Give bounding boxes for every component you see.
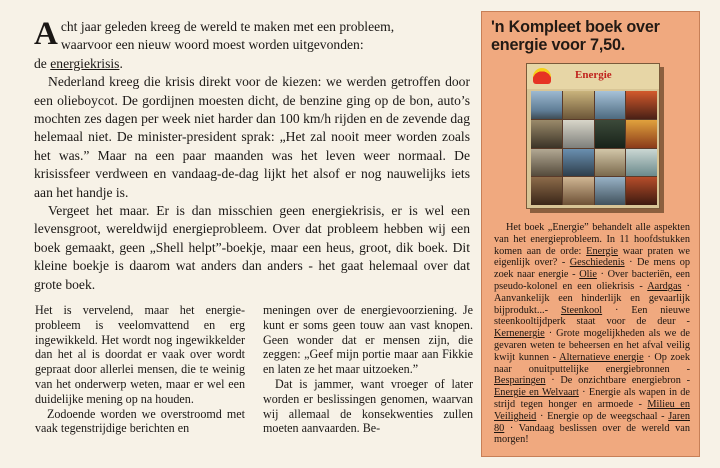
photo-windmill-icon <box>563 91 594 119</box>
chapter-desc: · De onzichtbare energiebron - <box>545 375 690 387</box>
lead-paragraph-1 <box>34 18 470 73</box>
photo-city-icon <box>595 177 626 205</box>
chapter-desc: · Op zoek naar onuitputtelijke energiebronnen - <box>494 351 690 375</box>
lead-line-1: cht jaar geleden kreeg de wereld te maken met een probleem, <box>60 19 395 34</box>
book-photo-collage <box>531 91 657 205</box>
photo-rig-icon <box>595 91 626 119</box>
chapter-desc: · Een nieuwe steenkooltijdperk staat voor de deur - <box>494 304 690 328</box>
chapter-desc: · Energie als wapen in de strijd tegen honger en armoede - <box>494 387 690 410</box>
chapter-title: Kernenergie <box>494 328 545 340</box>
energiekrisis-term: energiekrisis <box>50 55 120 71</box>
photo-tower-icon <box>626 149 657 177</box>
photo-forest-icon <box>595 120 626 148</box>
right-column <box>263 303 473 436</box>
lead-line-3-suffix: . <box>119 55 123 71</box>
photo-mine-icon <box>531 120 562 148</box>
chapter-title: Geschiedenis <box>569 257 625 269</box>
chapter-desc: · De mens op zoek naar energie - <box>494 257 690 281</box>
book-cover-header <box>527 64 659 89</box>
photo-fire-icon <box>626 120 657 148</box>
chapter-desc: · Energie op de weegschaal - <box>536 410 669 422</box>
photo-lab-icon <box>595 149 626 177</box>
drop-cap: A <box>34 16 58 52</box>
left-column-paragraph-1: Het is vervelend, maar het energie-probleem is veelomvattend en erg ingewikkeld. Het wordt nog ingewikkelder dan het al is doordat er vaak over wordt gepraat door allerlei mensen, die te weinig van het onderwerp weten, maar er wel een duidelijke mening op na houden. <box>35 303 245 406</box>
photo-people-icon <box>531 149 562 177</box>
chapter-title: Milieu en Veiligheid <box>494 398 691 422</box>
lead-article <box>34 18 470 294</box>
photo-workers-icon <box>563 177 594 205</box>
chapter-title: Aardgas <box>647 280 682 292</box>
right-column-paragraph-2: Dat is jammer, want vroeger of later worden er beslissingen genomen, waarvan wij allemaal de konsekwenties zullen moeten aanvaarden. Be- <box>263 376 473 436</box>
photo-plant-icon <box>563 120 594 148</box>
chapter-desc: waar praten we eigenlijk over? - <box>494 245 690 269</box>
lead-paragraph-3: Vergeet het maar. Er is dan misschien geen energiekrisis, er is wel een levensgroot, wereldwijd energieprobleem. Over dat probleem hebben wij een boek gemaakt, geen „Shell helpt”-boekje, maar een heus, groot, dik boek. Dit kleine boekje is daarom wat anders dan anders - het gaat helemaal over dat grote boek. <box>34 203 470 292</box>
sidebar-chapter-list <box>494 222 690 446</box>
chapter-desc: · Over bacteriën, een pseudo-kolonel en een oliekrisis - <box>494 269 691 292</box>
photo-refinery-icon <box>626 91 657 119</box>
left-column-paragraph-2: Zodoende worden we overstroomd met vaak tegenstrijdige berichten en <box>35 406 245 436</box>
sidebar-intro: Het boek „Energie” behandelt alle aspekten van het energieprobleem. In 11 hoofdstukken komen aan de orde: <box>494 222 690 257</box>
sidebar-title: 'n Kompleet boek over energie voor 7,50. <box>491 18 660 54</box>
chapter-title: Besparingen <box>494 375 546 387</box>
sidebar-body <box>494 222 690 446</box>
chapter-title: Energie <box>586 245 619 257</box>
lead-line-2: waarvoor een nieuw woord moest worden uitgevonden: <box>60 37 364 53</box>
photo-flame-icon <box>626 177 657 205</box>
chapter-title: Energie en Welvaart <box>494 387 579 399</box>
chapter-title: Alternatieve energie <box>559 351 644 363</box>
chapter-title: Olie <box>579 269 597 281</box>
lead-line-3-prefix: de <box>34 55 51 71</box>
left-column <box>35 303 245 436</box>
lead-paragraph-2: Nederland kreeg die krisis direkt voor de kiezen: we werden getroffen door een olieboycot. De gordijnen moesten dicht, de benzine ging op de bon, auto’s mochten zes dagen per week niet harder dan 100 km/h rijden en de zevende dag helemaal niet. De minister-president sprak: „Het zal nooit meer worden zoals het was.” Maar na een paar maanden was het leven weer normaal. De krisissfeer verdween en vandaag-de-dag lijkt het alsof er nog nauwelijks iets aan het handje is. <box>34 74 470 200</box>
chapter-title: Steenkool <box>560 304 603 316</box>
chapter-desc: · Grote mogelijkheden als we de gevaren weten te beheersen en het afval veilig kwijt kunnen - <box>494 328 690 363</box>
chapter-desc: · Vandaag beslissen over de wereld van morgen! <box>494 422 690 446</box>
book-offer-sidebar <box>481 11 700 457</box>
book-cover-image <box>526 63 660 209</box>
photo-coal-icon <box>531 177 562 205</box>
shell-logo-icon <box>533 68 551 84</box>
chapter-title: Jaren 80 <box>494 410 690 434</box>
chapter-desc: · Aanvankelijk een hinderlijk en gevaarlijk bijprodukt...- <box>494 280 690 316</box>
photo-sea-icon <box>563 149 594 177</box>
book-cover-title: Energie <box>575 69 612 81</box>
photo-ship-icon <box>531 91 562 119</box>
right-column-paragraph-1: meningen over de energievoorziening. Je kunt er soms geen touw aan vast knopen. Geen wonder dat er mensen zijn, die zeggen: „Geef mijn portie maar aan Fikkie en laten ze het maar uitzoeken.” <box>263 303 473 377</box>
